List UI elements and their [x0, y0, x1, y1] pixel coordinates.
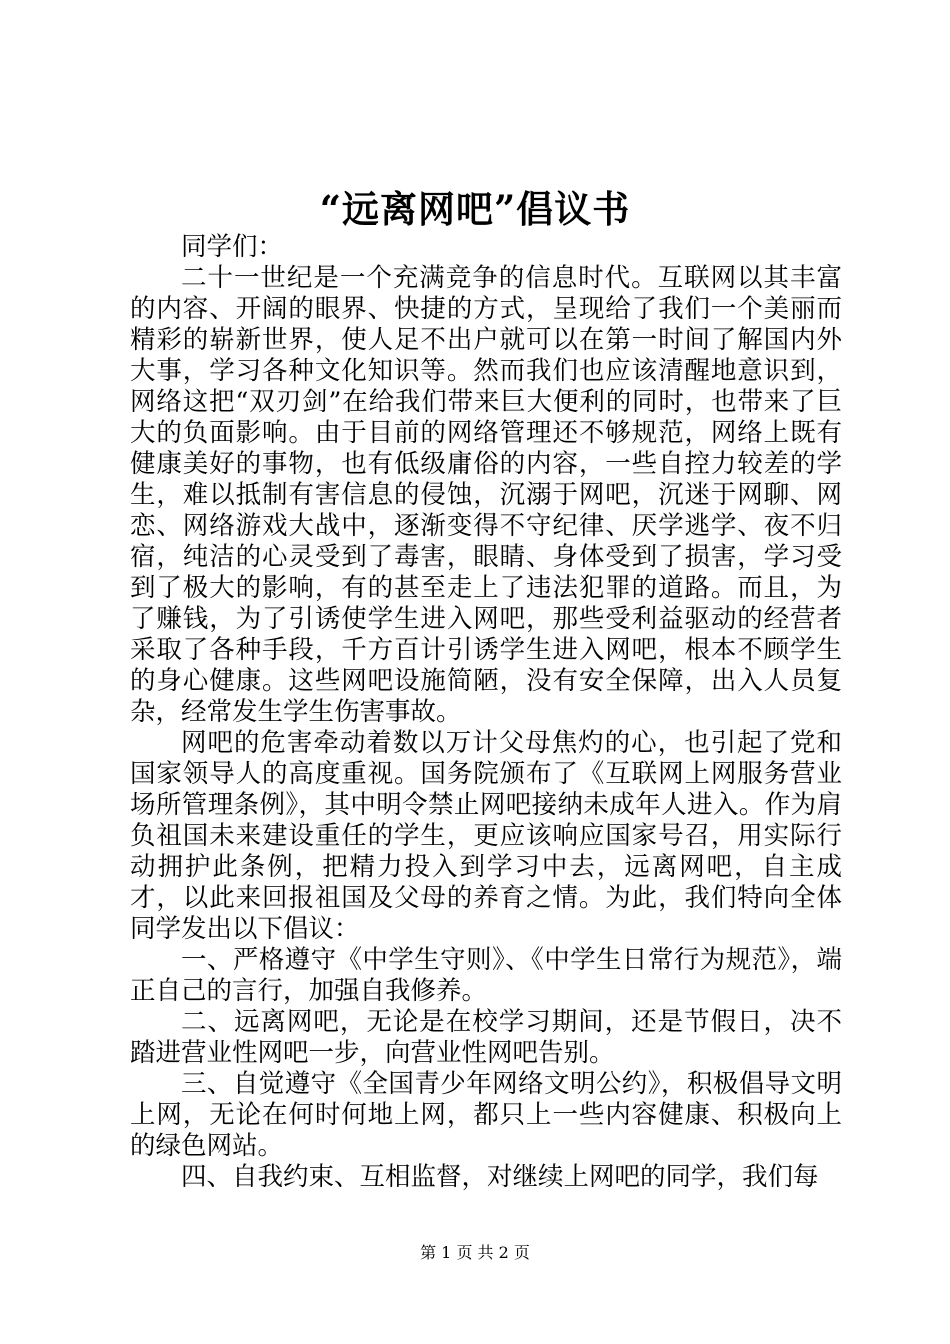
- body-paragraph: 二十一世纪是一个充满竞争的信息时代。互联网以其丰富的内容、开阔的眼界、快捷的方式，呈现给了我们一个美丽而精彩的崭新世界，使人足不出户就可以在第一时间了解国内外大事，学习各种文化知识等。然而我们也应该清醒地意识到，网络这把“双刃剑”在给我们带来巨大便利的同时，也带来了巨大的负面影响。由于目前的网络管理还不够规范，网络上既有健康美好的事物，也有低级庸俗的内容，一些自控力较差的学生，难以抵制有害信息的侵蚀，沉溺于网吧，沉迷于网聊、网恋、网络游戏大战中，逐渐变得不守纪律、厌学逃学、夜不归宿，纯洁的心灵受到了毒害，眼睛、身体受到了损害，学习受到了极大的影响，有的甚至走上了违法犯罪的道路。而且，为了赚钱，为了引诱使学生进入网吧，那些受利益驱动的经营者采取了各种手段，千方百计引诱学生进入网吧，根本不顾学生的身心健康。这些网吧设施简陋，没有安全保障，出入人员复杂，经常发生学生伤害事故。: [130, 263, 842, 727]
- document-title: “远离网吧”倡议书: [319, 187, 631, 231]
- salutation-paragraph: 同学们：: [181, 232, 284, 262]
- proposal-item-3: 三、自觉遵守《全国青少年网络文明公约》，积极倡导文明上网，无论在何时何地上网，都只上一些内容健康、积极向上的绿色网站。: [130, 1069, 842, 1161]
- page-footer: 第 1 页 共 2 页: [420, 1243, 530, 1262]
- proposal-item-1: 一、严格遵守《中学生守则》、《中学生日常行为规范》，端正自己的言行，加强自我修养。: [130, 945, 842, 1006]
- proposal-item-4: 四、自我约束、互相监督，对继续上网吧的同学，我们每: [181, 1162, 819, 1192]
- document-body: [130, 232, 842, 1193]
- body-paragraph: 网吧的危害牵动着数以万计父母焦灼的心，也引起了党和国家领导人的高度重视。国务院颁布了《互联网上网服务营业场所管理条例》，其中明令禁止网吧接纳未成年人进入。作为肩负祖国未来建设重任的学生，更应该响应国家号召，用实际行动拥护此条例，把精力投入到学习中去，远离网吧，自主成才，以此来回报祖国及父母的养育之情。为此，我们特向全体同学发出以下倡议：: [130, 728, 842, 944]
- proposal-item-2: 二、远离网吧，无论是在校学习期间，还是节假日，决不踏进营业性网吧一步，向营业性网吧告别。: [130, 1007, 842, 1068]
